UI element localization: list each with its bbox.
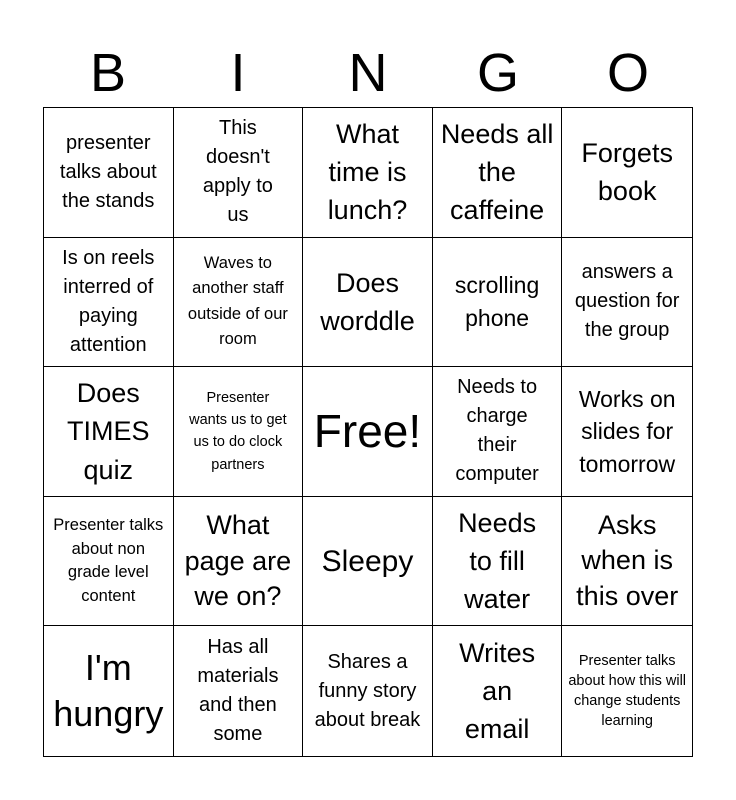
bingo-cell[interactable] [174, 497, 304, 627]
bingo-cell[interactable] [433, 497, 563, 627]
cell-text: Needs to fill water [458, 507, 537, 615]
bingo-cell[interactable] [44, 367, 174, 497]
cell-text: Has all materials and then some [197, 636, 279, 746]
bingo-cell[interactable] [562, 238, 692, 368]
header-letter-i: I [230, 43, 246, 103]
bingo-cell[interactable] [44, 108, 174, 238]
cell-text: answers a question for the group [574, 261, 680, 342]
cell-text: Presenter talks about how this will change students learning [568, 653, 687, 730]
cell-text: Waves to another staff outside of our room [187, 253, 288, 349]
bingo-cell[interactable] [174, 367, 304, 497]
cell-text: Needs to charge their computer [455, 376, 539, 486]
bingo-cell[interactable] [44, 238, 174, 368]
bingo-cell[interactable] [174, 108, 304, 238]
cell-text: Shares a funny story about break [314, 650, 421, 731]
bingo-cell[interactable] [562, 108, 692, 238]
header-letter-g: G [476, 43, 519, 103]
cell-text: I'm hungry [53, 647, 164, 735]
cell-text: Works on slides for tomorrow [578, 385, 676, 477]
cell-text: What page are we on? [184, 510, 292, 611]
cell-text: Asks when is this over [576, 509, 679, 611]
bingo-cell[interactable] [303, 626, 433, 756]
bingo-cell[interactable] [303, 238, 433, 368]
bingo-cell[interactable] [44, 626, 174, 756]
bingo-cell[interactable] [174, 238, 304, 368]
cell-text: Sleepy [321, 544, 414, 578]
header-letter-n: N [348, 43, 388, 103]
cell-text: Does worddle [320, 267, 415, 336]
free-space-text: Free! [313, 405, 422, 458]
cell-text: This doesn't apply to us [202, 117, 273, 227]
cell-text: scrolling phone [454, 272, 540, 331]
bingo-cell[interactable] [433, 367, 563, 497]
cell-text: Needs all the caffeine [440, 118, 554, 226]
cell-text: Presenter talks about non grade level content [53, 516, 164, 605]
cell-text: Forgets book [581, 137, 673, 207]
bingo-cell[interactable] [303, 108, 433, 238]
bingo-cell[interactable] [562, 367, 692, 497]
bingo-board [43, 107, 693, 757]
cell-text: Presenter wants us to get us to do clock partners [189, 389, 287, 473]
cell-text: Writes an email [459, 637, 536, 745]
bingo-cell[interactable] [433, 108, 563, 238]
cell-text: presenter talks about the stands [59, 131, 157, 212]
bingo-header [43, 38, 693, 108]
cell-text: Does TIMES quiz [67, 378, 150, 485]
bingo-cell[interactable] [562, 497, 692, 627]
cell-text: What time is lunch? [327, 118, 408, 226]
bingo-cell[interactable] [303, 497, 433, 627]
header-letter-b: B [89, 43, 127, 103]
bingo-cell[interactable] [433, 626, 563, 756]
bingo-cell[interactable] [44, 497, 174, 627]
bingo-cell[interactable] [562, 626, 692, 756]
bingo-cell[interactable] [174, 626, 304, 756]
cell-text: Is on reels interred of paying attention [62, 246, 155, 356]
header-letter-o: O [606, 43, 649, 103]
bingo-cell-free[interactable] [303, 367, 433, 497]
bingo-cell[interactable] [433, 238, 563, 368]
